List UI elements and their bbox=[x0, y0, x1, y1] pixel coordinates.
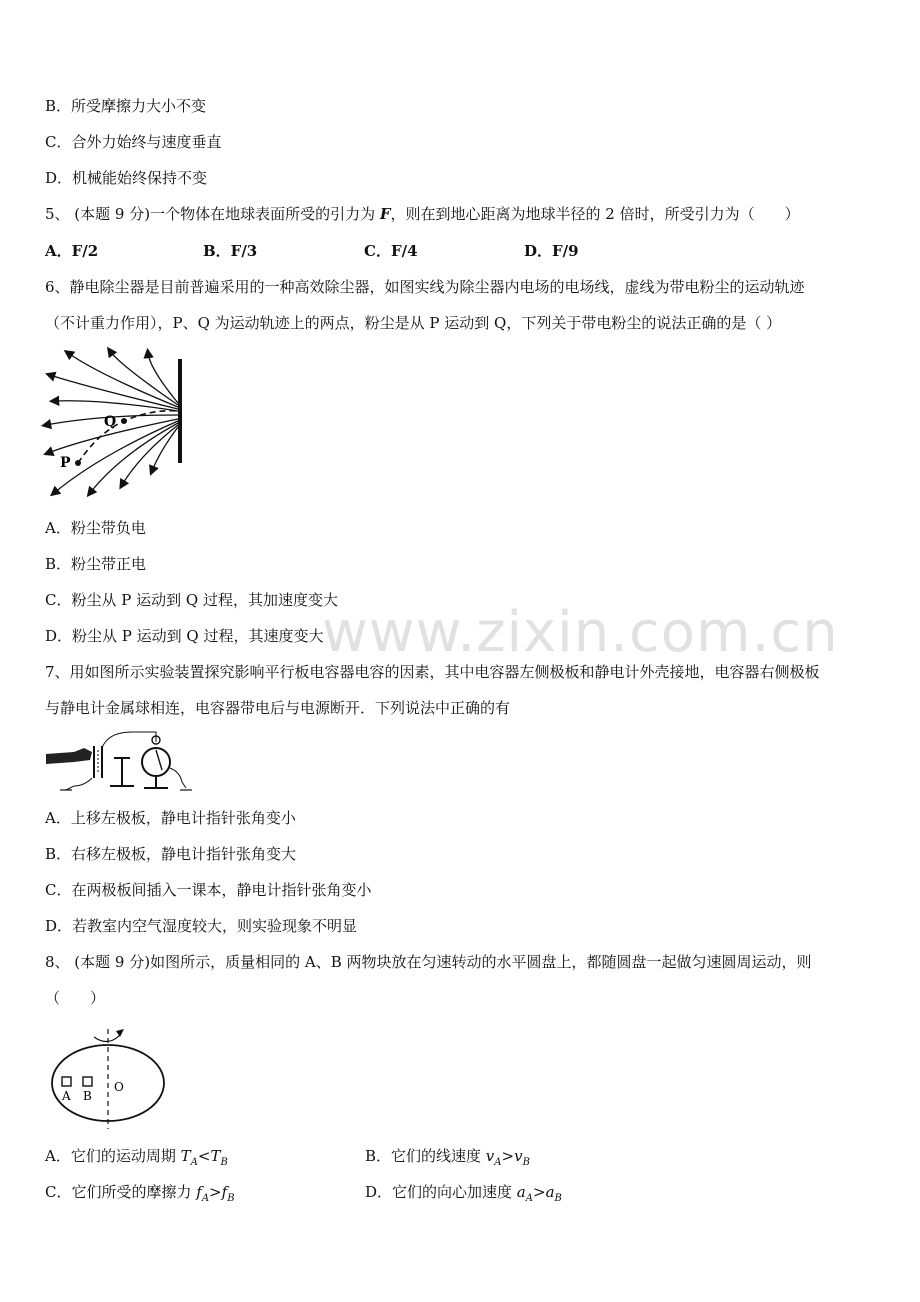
q7-option-a: A．上移左极板，静电计指针张角变小 bbox=[45, 809, 296, 827]
q7-option-b: B．右移左极板，静电计指针张角变大 bbox=[45, 845, 297, 863]
q7-stem-line2: 与静电计金属球相连，电容器带电后与电源断开．下列说法中正确的有 bbox=[45, 699, 511, 717]
q8-stem-line2: （ ） bbox=[45, 989, 106, 1007]
q5-stem bbox=[45, 204, 800, 224]
q5-option-c: C．F/4 bbox=[364, 242, 418, 260]
label-o: O bbox=[114, 1080, 124, 1094]
rotating-disc-figure bbox=[48, 1025, 168, 1135]
q6-option-c: C．粉尘从 P 运动到 Q 过程，其加速度变大 bbox=[45, 591, 338, 609]
q8-option-d-expr: $a_A>a_B$ bbox=[516, 1183, 562, 1204]
q7-option-c: C．在两极板间插入一课本，静电计指针张角变小 bbox=[45, 881, 372, 899]
label-a: A bbox=[62, 1089, 71, 1103]
q8-stem-line1: 8、 (本题 9 分)如图所示，质量相同的 A、B 两物块放在匀速转动的水平圆盘上，都随圆盘一起做匀速圆周运动，则 bbox=[45, 953, 812, 971]
q8-option-d: D．它们的向心加速度 $a_A>a_B$ bbox=[365, 1183, 562, 1204]
p-point-label: P bbox=[60, 455, 71, 471]
q8-option-c-expr: $f_A>f_B$ bbox=[196, 1183, 235, 1204]
q6-option-a: A．粉尘带负电 bbox=[45, 519, 146, 537]
q6-stem-line2: （不计重力作用），P、Q 为运动轨迹上的两点，粉尘是从 P 运动到 Q，下列关于带电粉尘的说法正确的是（ ） bbox=[45, 314, 782, 332]
q4-option-d: D．机械能始终保持不变 bbox=[45, 169, 208, 187]
q8-option-a: A．它们的运动周期 $T_A<T_B$ bbox=[45, 1147, 228, 1168]
q6-stem-line1: 6、静电除尘器是目前普遍采用的一种高效除尘器，如图实线为除尘器内电场的电场线，虚线为带电粉尘的运动轨迹 bbox=[45, 278, 805, 296]
watermark: www.zixin.com.cn bbox=[322, 600, 839, 665]
q5-stem-f: F bbox=[379, 205, 391, 223]
q4-option-c: C．合外力始终与速度垂直 bbox=[45, 133, 222, 151]
q7-stem-line1: 7、用如图所示实验装置探究影响平行板电容器电容的因素，其中电容器左侧极板和静电计外壳接地，电容器右侧极板 bbox=[45, 663, 820, 681]
q5-stem-post: ，则在到地心距离为地球半径的 2 倍时，所受引力为（ ） bbox=[390, 205, 800, 223]
q8-option-b-expr: $v_A>v_B$ bbox=[485, 1147, 530, 1168]
q8-option-a-expr: $T_A<T_B$ bbox=[180, 1147, 228, 1168]
q-point-label: Q bbox=[104, 414, 117, 430]
q4-option-b: B．所受摩擦力大小不变 bbox=[45, 97, 207, 115]
electric-field-figure bbox=[40, 345, 190, 497]
q5-stem-pre: 5、 (本题 9 分)一个物体在地球表面所受的引力为 bbox=[45, 205, 380, 223]
q5-option-d: D．F/9 bbox=[524, 242, 579, 260]
label-b: B bbox=[83, 1089, 92, 1103]
q5-option-b: B．F/3 bbox=[203, 242, 258, 260]
capacitor-electrometer-figure bbox=[44, 728, 194, 796]
q5-option-a: A．F/2 bbox=[45, 242, 99, 260]
q6-option-b: B．粉尘带正电 bbox=[45, 555, 147, 573]
q8-option-c: C．它们所受的摩擦力 $f_A>f_B$ bbox=[45, 1183, 235, 1204]
q7-option-d: D．若教室内空气湿度较大，则实验现象不明显 bbox=[45, 917, 358, 935]
q6-option-d: D．粉尘从 P 运动到 Q 过程，其速度变大 bbox=[45, 627, 324, 645]
q8-option-b: B．它们的线速度 $v_A>v_B$ bbox=[365, 1147, 530, 1168]
